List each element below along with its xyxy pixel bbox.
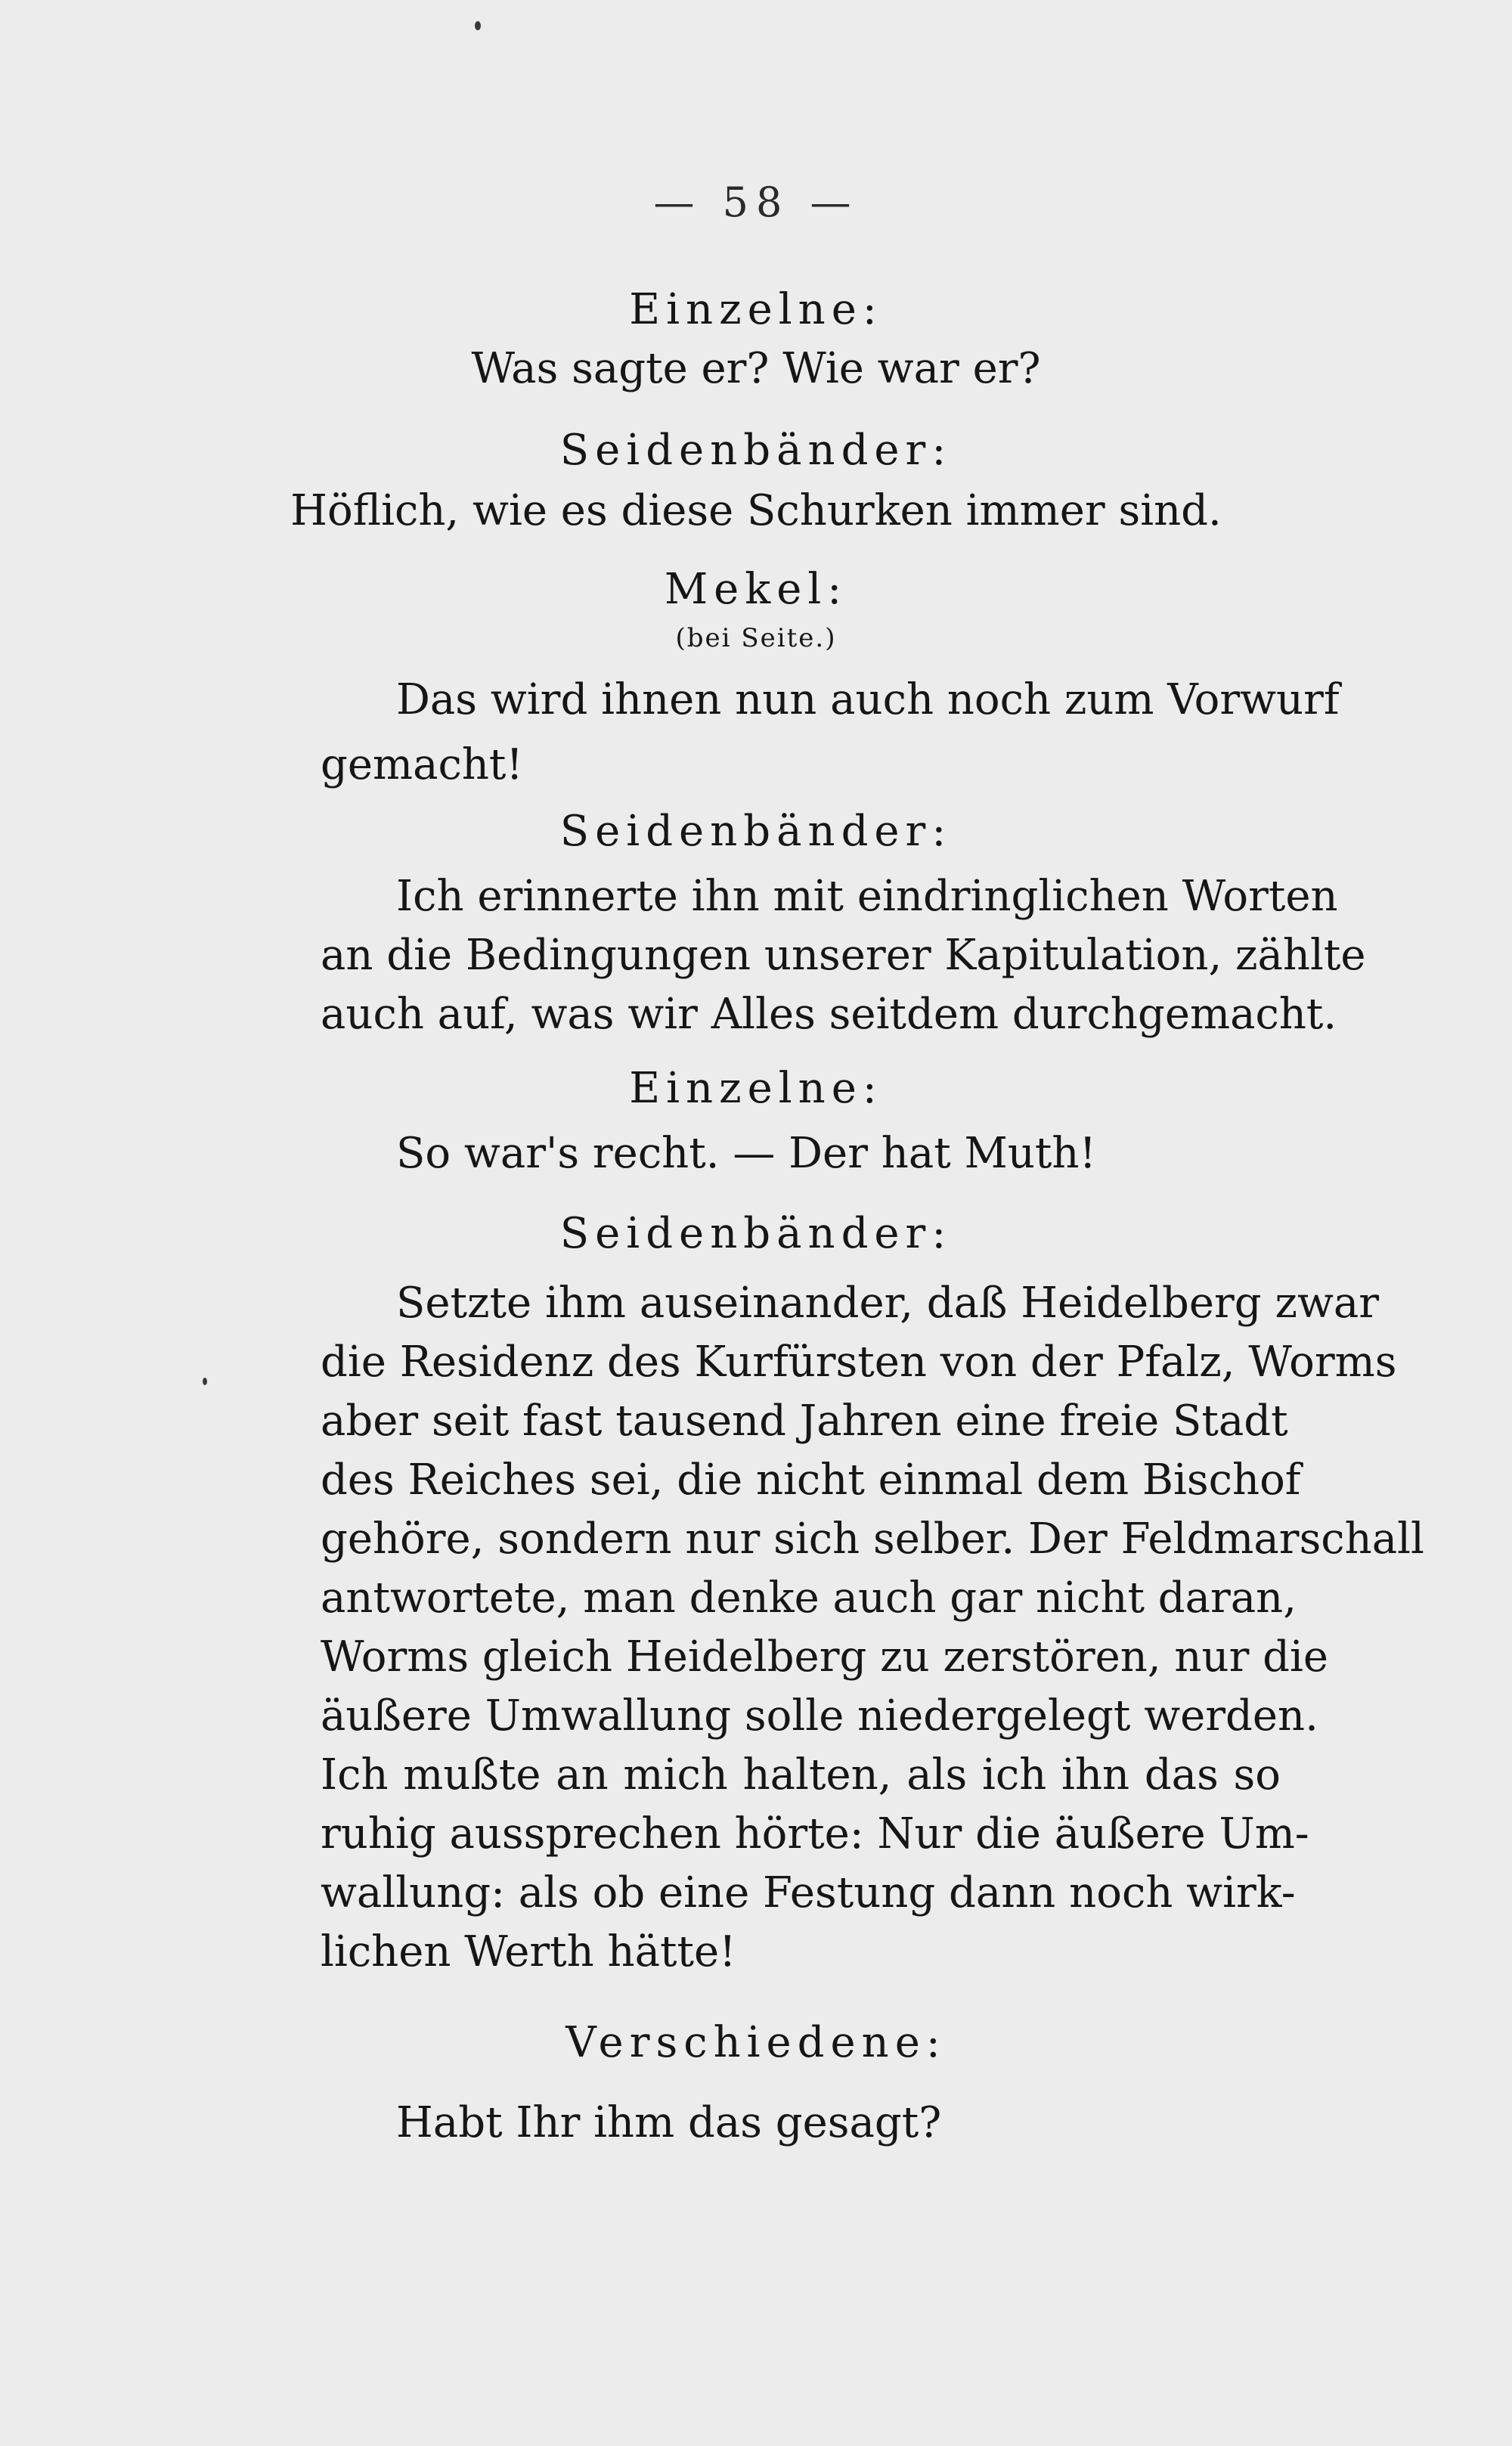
speaker-verschiedene: Verschiedene: [565,2018,947,2067]
text-line: So war's recht. — Der hat Muth! [396,1129,1096,1178]
stage-direction: (bei Seite.) [675,623,837,653]
text-line: Ich erinnerte ihn mit eindringlichen Worten [396,872,1338,921]
page-number: — 58 — [653,178,859,226]
text-line: äußere Umwallung solle niedergelegt werden. [321,1691,1318,1741]
text-line: Was sagte er? Wie war er? [471,344,1041,393]
speaker-einzelne: Einzelne: [629,1064,883,1113]
text-line: des Reiches sei, die nicht einmal dem Bischof [321,1456,1301,1505]
speaker-einzelne: Einzelne: [629,285,883,334]
text-line: Das wird ihnen nun auch noch zum Vorwurf [396,675,1340,724]
ink-speck [203,1378,207,1385]
text-line: Höflich, wie es diese Schurken immer sind. [290,486,1222,535]
text-line: gemacht! [321,740,523,789]
text-line: ruhig aussprechen hörte: Nur die äußere Um- [321,1809,1309,1859]
ink-speck [475,21,481,30]
text-line: lichen Werth hätte! [321,1927,736,1976]
text-line: Worms gleich Heidelberg zu zerstören, nur die [321,1632,1329,1682]
text-line: Setzte ihm auseinander, daß Heidelberg zwar [396,1279,1380,1328]
text-line: an die Bedingungen unserer Kapitulation, zählte [321,931,1366,980]
text-line: aber seit fast tausend Jahren eine freie Stadt [321,1397,1288,1446]
text-line: wallung: als ob eine Festung dann noch wirk- [321,1868,1296,1917]
text-line: die Residenz des Kurfürsten von der Pfalz, Worms [321,1338,1397,1387]
text-line: Ich mußte an mich halten, als ich ihn das so [321,1750,1281,1800]
text-line: antwortete, man denke auch gar nicht daran, [321,1573,1297,1623]
text-line: auch auf, was wir Alles seitdem durchgemacht. [321,990,1337,1039]
text-line: Habt Ihr ihm das gesagt? [396,2098,942,2147]
speaker-mekel: Mekel: [664,565,848,614]
speaker-seidenbaender: Seidenbänder: [559,1209,953,1258]
speaker-seidenbaender: Seidenbänder: [559,807,953,856]
speaker-seidenbaender: Seidenbänder: [559,426,953,475]
text-line: gehöre, sondern nur sich selber. Der Feldmarschall [321,1514,1424,1564]
